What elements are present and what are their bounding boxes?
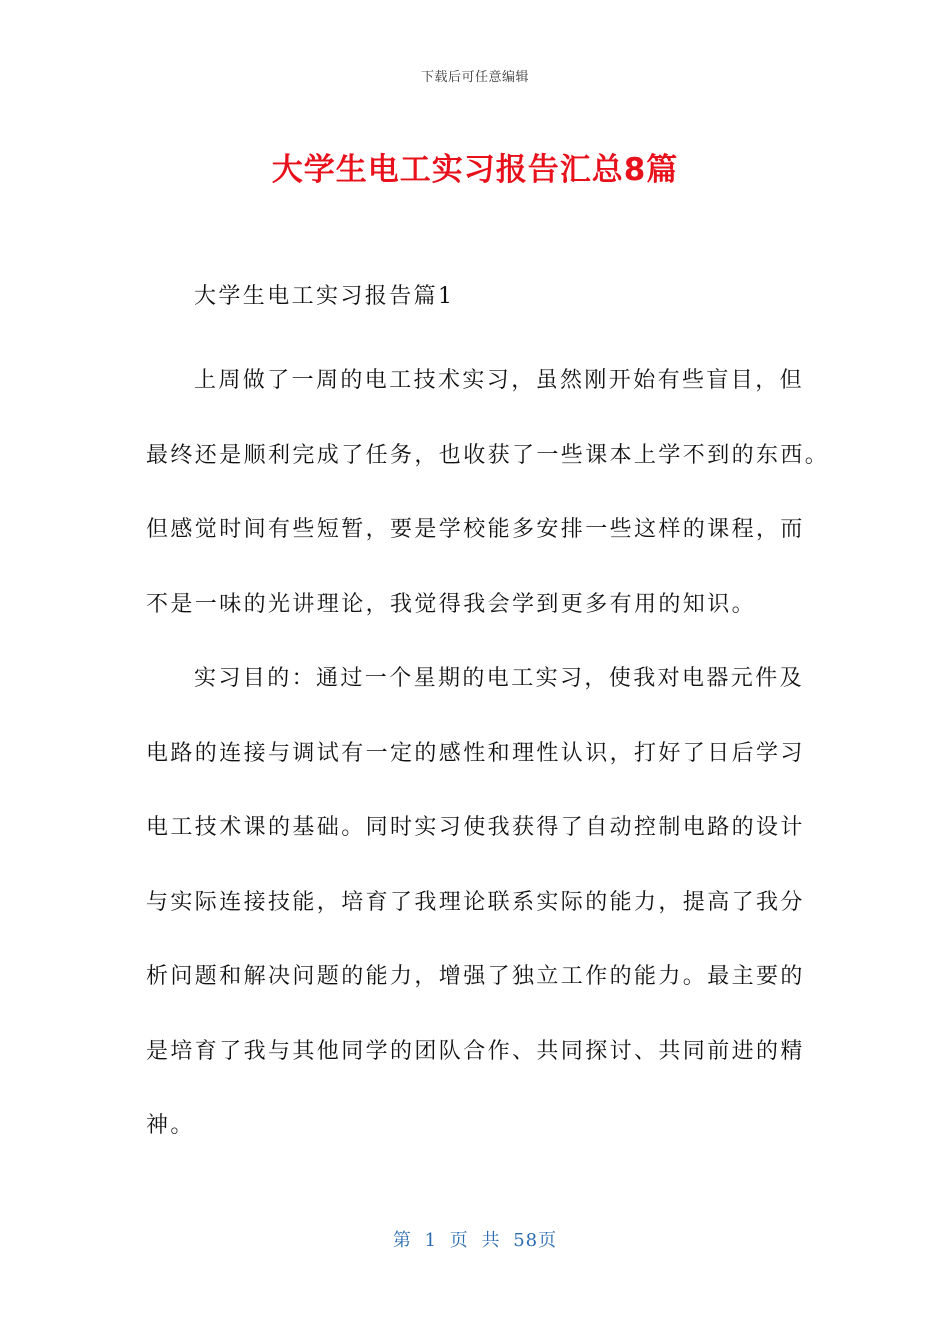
- paragraph-line: 电工技术课的基础。同时实习使我获得了自动控制电路的设计: [146, 815, 805, 840]
- paragraph-line: 实习目的：通过一个星期的电工实习，使我对电器元件及: [194, 666, 805, 691]
- section-heading: 大学生电工实习报告篇1: [194, 284, 455, 309]
- paragraph-2: [146, 642, 806, 1164]
- document-body: [146, 272, 830, 1164]
- document-title: 大学生电工实习报告汇总8篇: [271, 152, 679, 188]
- paragraph-line: 是培育了我与其他同学的团队合作、共同探讨、共同前进的精: [146, 1038, 805, 1064]
- paragraph-line: 与实际连接技能，培育了我理论联系实际的能力，提高了我分: [146, 889, 805, 915]
- paragraph-line: 但感觉时间有些短暂，要是学校能多安排一些这样的课程，而: [146, 517, 805, 542]
- header-note: 下载后可任意编辑: [420, 70, 529, 85]
- paragraph-line: 不是一味的光讲理论，我觉得我会学到更多有用的知识。: [146, 591, 757, 617]
- paragraph-1: [146, 344, 830, 642]
- paragraph-line: 析问题和解决问题的能力，增强了独立工作的能力。最主要的: [146, 964, 805, 989]
- paragraph-line: 最终还是顺利完成了任务，也收获了一些课本上学不到的东西。: [146, 442, 830, 468]
- paragraph-line: 神。: [146, 1113, 195, 1138]
- paragraph-line: 上周做了一周的电工技术实习，虽然刚开始有些盲目，但: [194, 368, 805, 393]
- paragraph-line: 电路的连接与调试有一定的感性和理性认识，打好了日后学习: [146, 740, 805, 766]
- page-number-footer: 第 1 页 共 58页: [392, 1230, 558, 1251]
